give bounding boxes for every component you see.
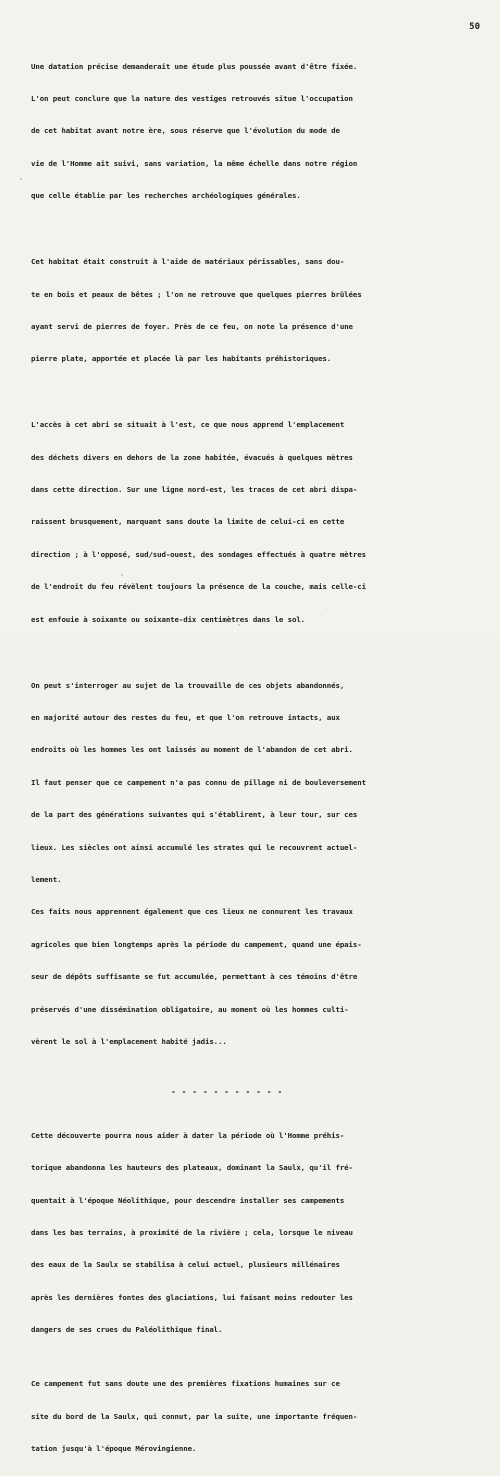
paragraph-line: Cet habitat était construit à l'aide de matériaux périssables, sans dou- xyxy=(31,257,345,267)
paragraph-line: préservés d'une dissémination obligatoire, au moment où les hommes culti- xyxy=(31,1004,349,1014)
paper-speck xyxy=(326,608,327,609)
paragraph-line: Il faut penser que ce campement n'a pas connu de pillage ni de bouleversement xyxy=(31,777,366,787)
paragraph-gap xyxy=(31,224,479,236)
paragraph-line: agricoles que bien longtemps après la période du campement, quand une épais- xyxy=(31,939,362,949)
paragraph-line: lement. xyxy=(31,874,62,884)
paragraph-campement xyxy=(31,1358,479,1476)
paper-speck xyxy=(238,624,240,626)
paragraph-gap xyxy=(31,1096,479,1109)
paragraph-line: te en bois et peaux de bêtes ; l'on ne retrouve que quelques pierres brûlées xyxy=(31,289,362,299)
paragraph-line: de cet habitat avant notre ère, sous réserve que l'évolution du mode de xyxy=(31,126,340,136)
paragraph-access xyxy=(31,399,479,647)
paragraph-line: site du bord de la Saulx, qui connut, par la suite, une importante fréquen- xyxy=(31,1411,358,1421)
paragraph-line: des eaux de la Saulx se stabilisa à celui actuel, plusieurs millénaires xyxy=(31,1260,340,1270)
paragraph-line: après les dernières fontes des glaciations, lui faisant moins redouter les xyxy=(31,1292,353,1302)
paragraph-line: raissent brusquement, marquant sans doute la limite de celui-ci en cette xyxy=(31,517,345,527)
paragraph-line: de la part des générations suivantes qui s'établirent, à leur tour, sur ces xyxy=(31,810,358,820)
paragraph-line: dans cette direction. Sur une ligne nord-est, les traces de cet abri dispa- xyxy=(31,485,358,495)
paragraph-line: ayant servi de pierres de foyer. Près de ce feu, on note la présence d'une xyxy=(31,321,353,331)
paragraph-line: On peut s'interroger au sujet de la trouvaille de ces objets abandonnés, xyxy=(31,680,345,690)
paragraph-line: de l'endroit du feu révèlent toujours la présence de la couche, mais celle-ci xyxy=(31,582,366,592)
page-number: 50 xyxy=(469,22,480,32)
paragraph-line: vie de l'Homme ait suivi, sans variation, la même échelle dans notre région xyxy=(31,158,358,168)
paragraph-line: Cette découverte pourra nous aider à dater la période où l'Homme préhis- xyxy=(31,1130,345,1140)
paragraph-line: en majorité autour des restes du feu, et que l'on retrouve intacts, aux xyxy=(31,713,340,723)
paragraph-line: dans les bas terrains, à proximité de la rivière ; cela, lorsque le niveau xyxy=(31,1228,353,1238)
paragraph-line: des déchets divers en dehors de la zone habitée, évacués à quelques mètres xyxy=(31,452,353,462)
paragraph-line: Ces faits nous apprennent également que ces lieux ne connurent les travaux xyxy=(31,907,353,917)
paragraph-line: quentait à l'époque Néolithique, pour descendre installer ses campements xyxy=(31,1195,345,1205)
section-separator: - - - - - - - - - - - xyxy=(171,1087,283,1097)
paragraph-dating xyxy=(31,40,479,224)
paragraph-habitat xyxy=(31,236,479,387)
paragraph-line: que celle établie par les recherches archéologiques générales. xyxy=(31,191,301,201)
paragraph-line: seur de dépôts suffisante se fut accumulée, permettant à ces témoins d'être xyxy=(31,972,358,982)
paper-speck xyxy=(121,574,123,576)
paragraph-line: vèrent le sol à l'emplacement habité jadis... xyxy=(31,1036,227,1046)
paragraph-objects xyxy=(31,659,479,1069)
paragraph-discovery xyxy=(31,1109,479,1357)
paper-speck xyxy=(20,178,22,180)
page-content xyxy=(31,40,479,1476)
paragraph-line: endroits où les hommes les ont laissés au moment de l'abandon de cet abri. xyxy=(31,745,353,755)
paragraph-line: direction ; à l'opposé, sud/sud-ouest, des sondages effectués à quatre mètres xyxy=(31,549,366,559)
paragraph-line: dangers de ses crues du Paléolithique final. xyxy=(31,1325,223,1335)
paragraph-line: Ce campement fut sans doute une des premières fixations humaines sur ce xyxy=(31,1379,340,1389)
paragraph-line: tation jusqu'à l'époque Mérovingienne. xyxy=(31,1444,197,1454)
paragraph-line: L'accès à cet abri se situait à l'est, ce que nous apprend l'emplacement xyxy=(31,420,345,430)
paragraph-line: L'on peut conclure que la nature des vestiges retrouvés situe l'occupation xyxy=(31,93,353,103)
paper-speck xyxy=(134,612,135,613)
paragraph-gap xyxy=(31,387,479,399)
paragraph-line: est enfouie à soixante ou soixante-dix centimètres dans le sol. xyxy=(31,614,306,624)
paragraph-line: pierre plate, apportée et placée là par les habitants préhistoriques. xyxy=(31,354,332,364)
paragraph-gap xyxy=(31,647,479,659)
paragraph-line: lieux. Les siècles ont ainsi accumulé les strates qui le recouvrent actuel- xyxy=(31,842,358,852)
paragraph-line: Une datation précise demanderait une étude plus poussée avant d'être fixée. xyxy=(31,61,358,71)
paragraph-line: torique abandonna les hauteurs des plateaux, dominant la Saulx, qu'il fré- xyxy=(31,1163,353,1173)
